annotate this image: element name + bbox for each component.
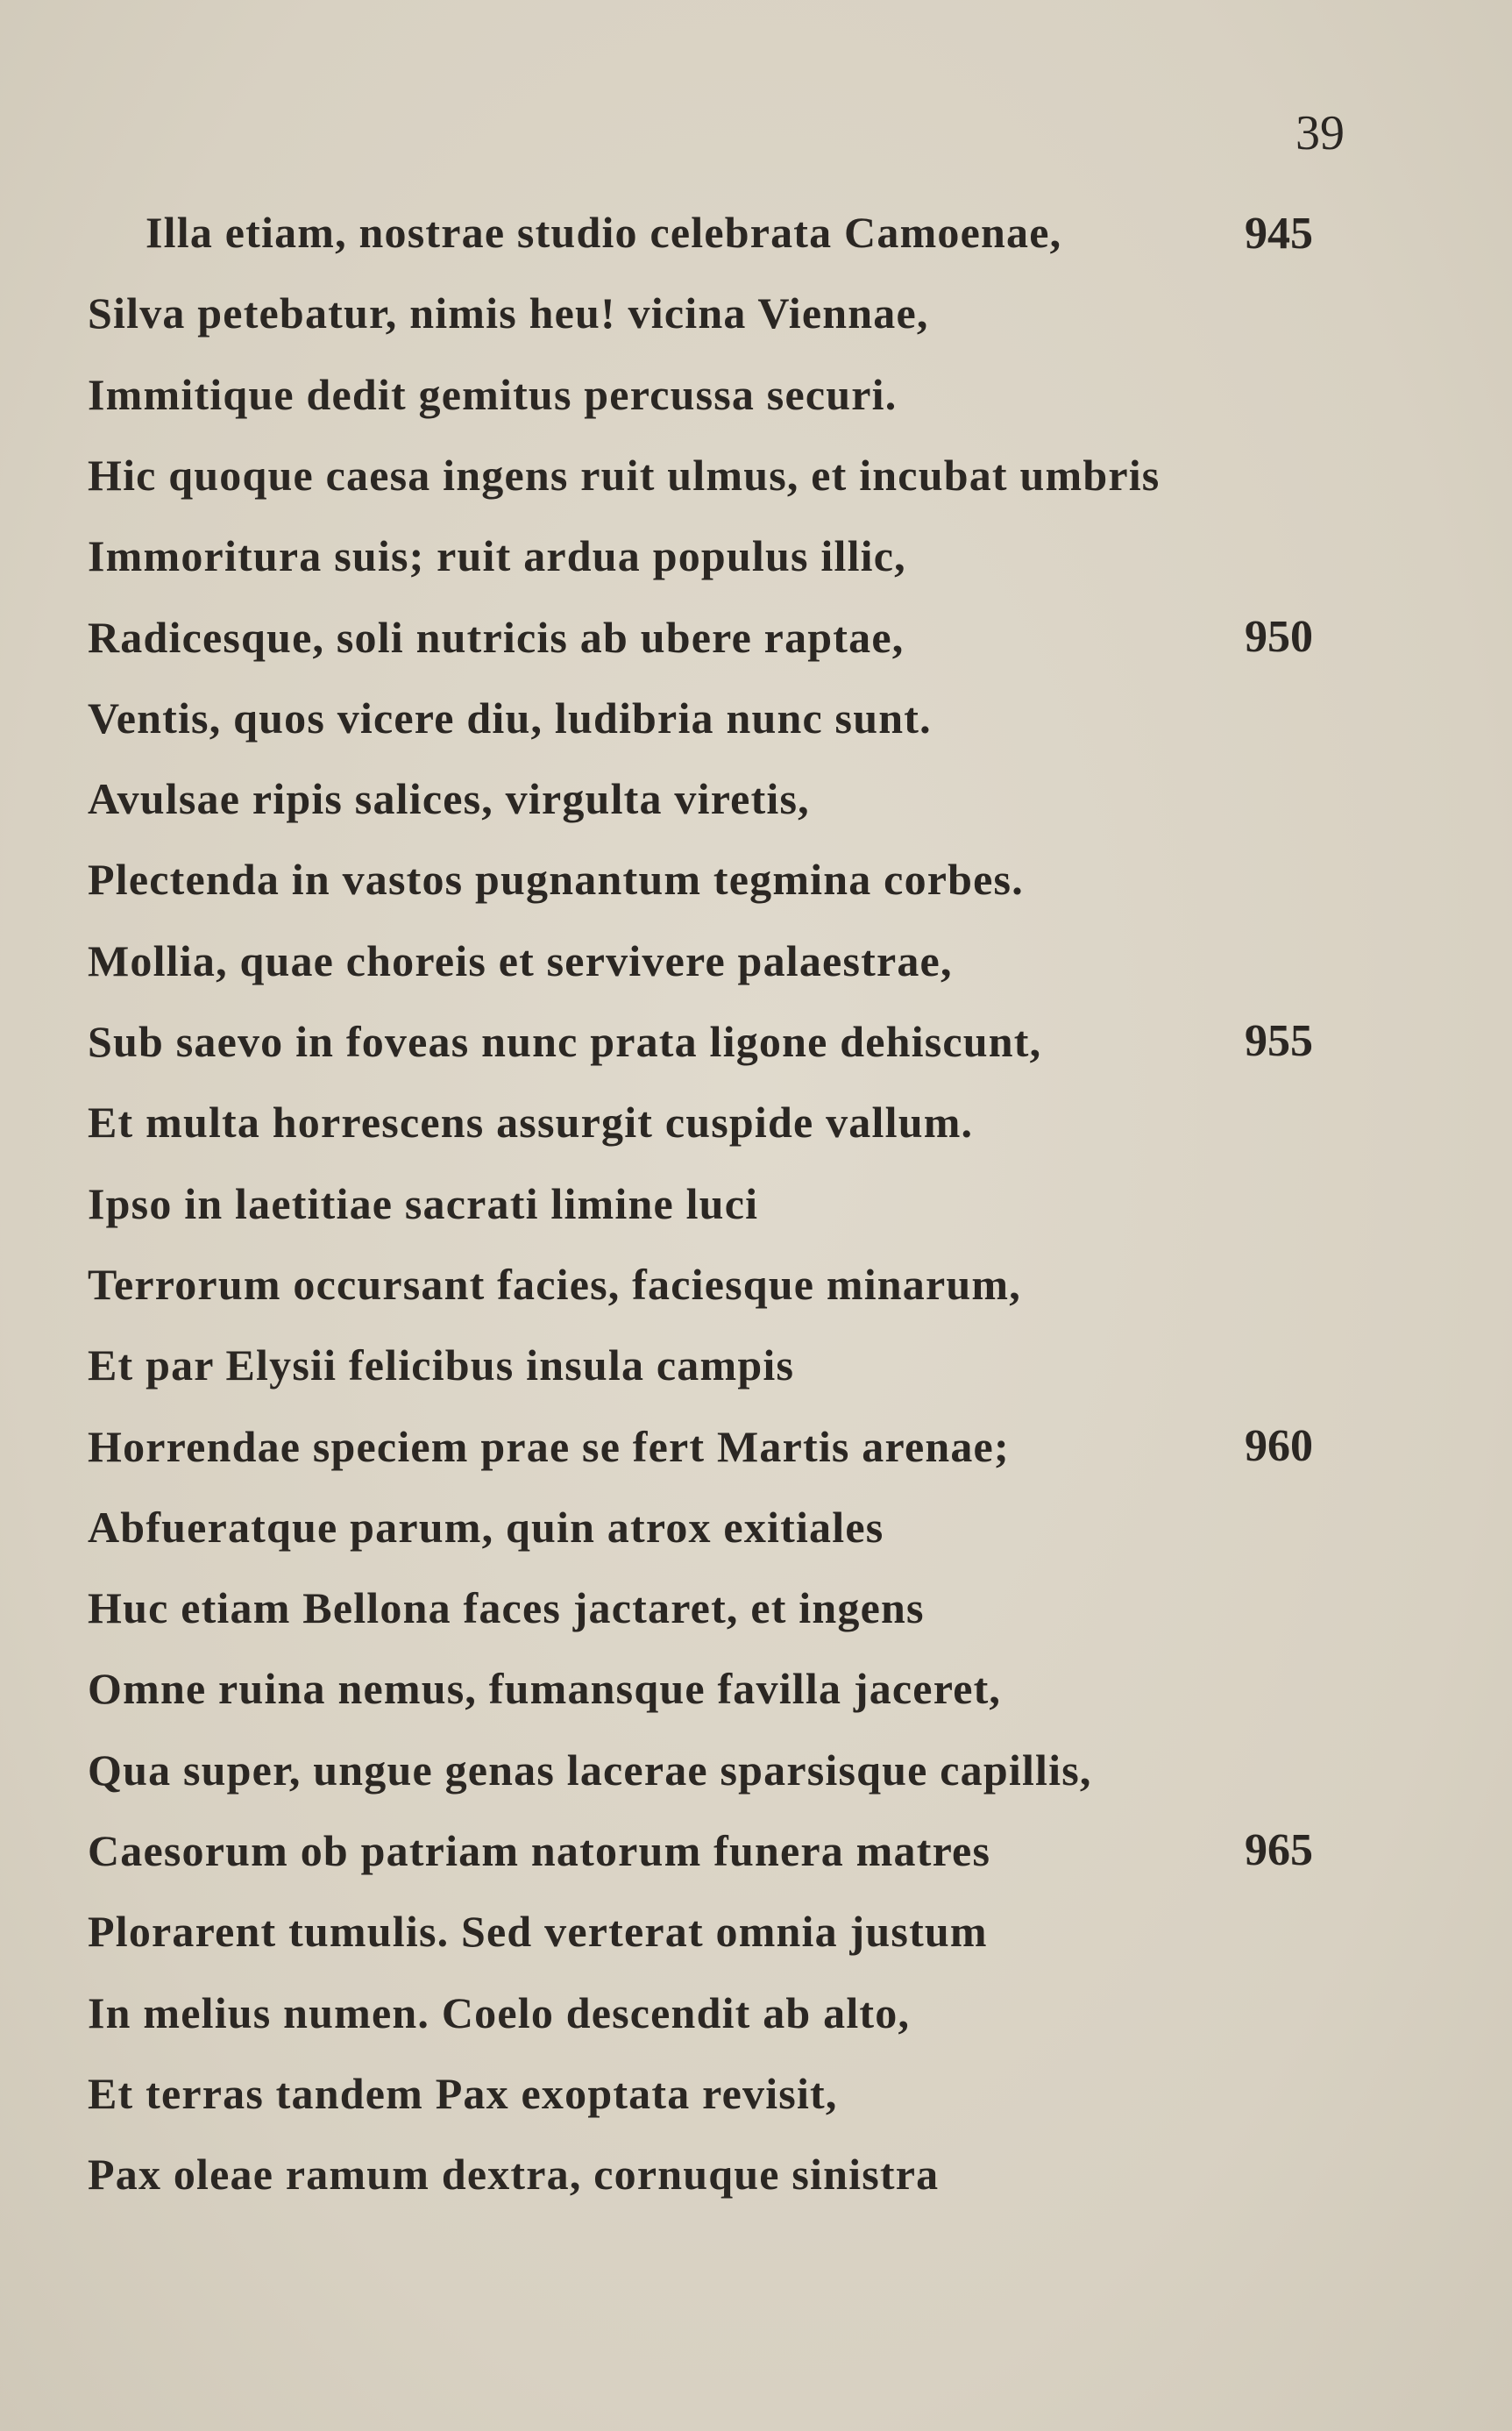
verse-line: Plectenda in vastos pugnantum tegmina corbes.: [88, 855, 1024, 905]
verse-line: Immoritura suis; ruit ardua populus illic,: [88, 531, 906, 581]
verse-line: Radicesque, soli nutricis ab ubere raptae,: [88, 612, 905, 662]
verse-line: Horrendae speciem prae se fert Martis arenae;: [88, 1421, 1010, 1471]
verse-line: Ipso in laetitiae sacrati limine luci: [88, 1178, 759, 1228]
verse-line: Immitique dedit gemitus percussa securi.: [88, 369, 898, 419]
verse-line: Caesorum ob patriam natorum funera matres: [88, 1826, 991, 1875]
verse-line: Abfueratque parum, quin atrox exitiales: [88, 1502, 884, 1552]
verse-line: Huc etiam Bellona faces jactaret, et ingens: [88, 1583, 925, 1633]
verse-line: In melius numen. Coelo descendit ab alto,: [88, 1987, 911, 2037]
line-number: 945: [1245, 209, 1313, 259]
line-number: 965: [1245, 1825, 1313, 1875]
verse-line: Plorarent tumulis. Sed verterat omnia justum: [88, 1907, 988, 1957]
verse-line: Et par Elysii felicibus insula campis: [88, 1340, 795, 1390]
line-number: 955: [1245, 1016, 1313, 1066]
verse-line: Terrorum occursant facies, faciesque minarum,: [88, 1259, 1021, 1309]
verse-line: Omne ruina nemus, fumansque favilla jaceret,: [88, 1664, 1002, 1714]
verse-line: Et terras tandem Pax exoptata revisit,: [88, 2068, 838, 2118]
verse-line: Silva petebatur, nimis heu! vicina Viennae,: [88, 288, 929, 338]
page-number: 39: [1295, 106, 1345, 160]
line-number: 950: [1245, 611, 1313, 662]
verse-line: Mollia, quae choreis et servivere palaestrae,: [88, 935, 953, 985]
verse-line: Avulsae ripis salices, virgulta viretis,: [88, 774, 810, 824]
verse-line: Et multa horrescens assurgit cuspide vallum.: [88, 1098, 974, 1148]
verse-line: Pax oleae ramum dextra, cornuque sinistra: [88, 2150, 940, 2200]
verse-line: Sub saevo in foveas nunc prata ligone dehiscunt,: [88, 1017, 1042, 1066]
verse-line: Illa etiam, nostrae studio celebrata Camoenae,: [146, 208, 1062, 257]
verse-line: Ventis, quos vicere diu, ludibria nunc sunt.: [88, 693, 932, 743]
verse-line: Qua super, ungue genas lacerae sparsisque capillis,: [88, 1745, 1092, 1795]
line-number: 960: [1245, 1420, 1313, 1471]
verse-line: Hic quoque caesa ingens ruit ulmus, et incubat umbris: [88, 450, 1161, 500]
